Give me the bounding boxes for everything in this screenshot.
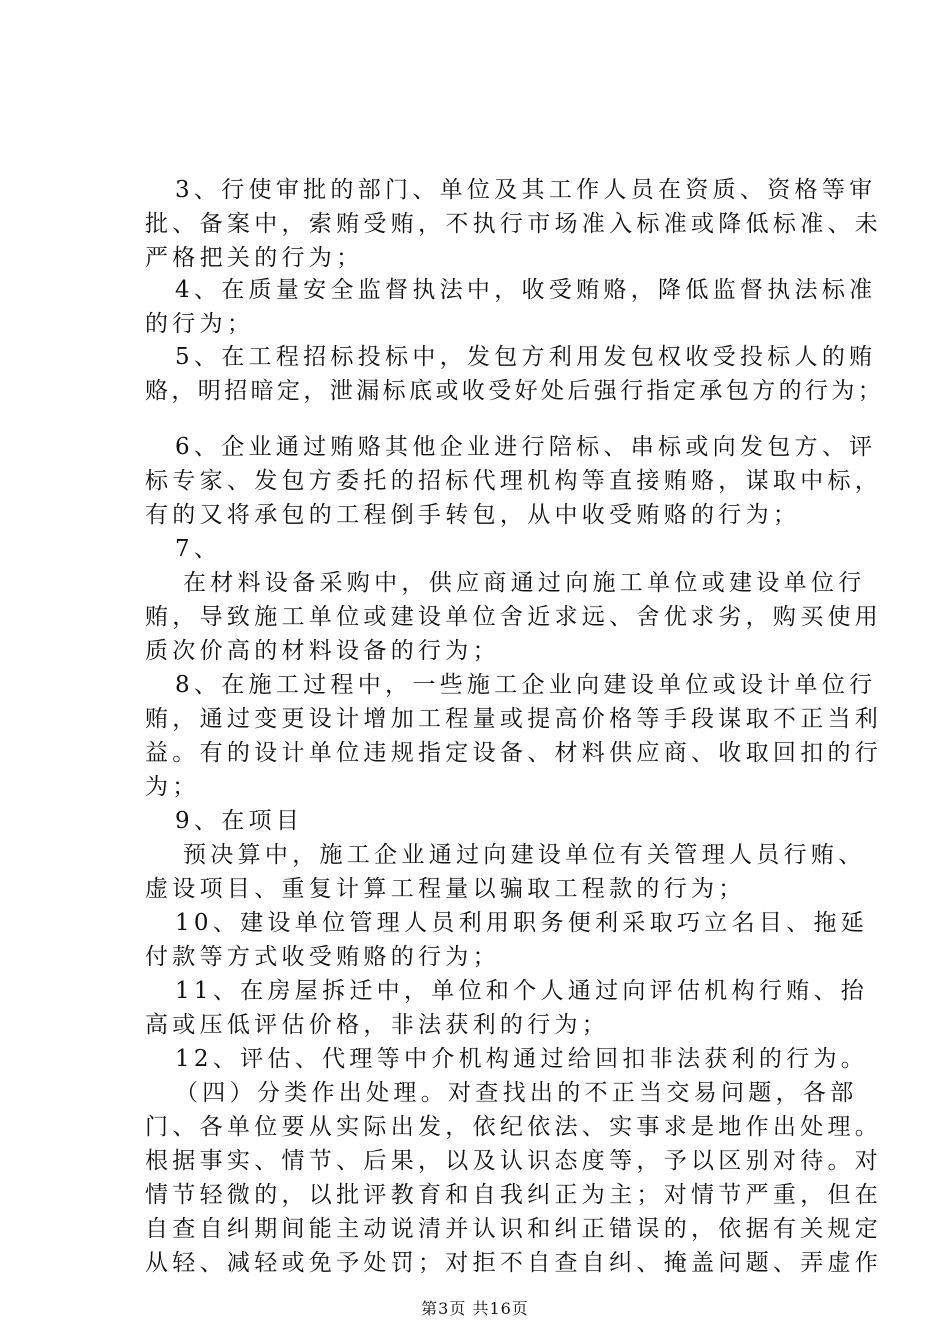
text-line: 门、各单位要从实际出发，依纪依法、实事求是地作出处理。 xyxy=(145,1114,883,1140)
text-line: 贿，导致施工单位或建设单位舍近求远、舍优求劣，购买使用 xyxy=(145,604,883,630)
page-number-footer: 第3页 共16页 xyxy=(421,1299,529,1318)
text-line: 虚设项目、重复计算工程量以骗取工程款的行为； xyxy=(145,876,746,902)
text-line: （四）分类作出处理。对查找出的不正当交易问题，各部 xyxy=(175,1080,858,1106)
text-line: 8、在施工过程中，一些施工企业向建设单位或设计单位行 xyxy=(175,672,877,698)
text-line: 严格把关的行为； xyxy=(145,245,364,271)
text-line: 预决算中，施工企业通过向建设单位有关管理人员行贿、 xyxy=(183,842,866,868)
text-line: 7、 xyxy=(175,536,222,562)
text-line: 根据事实、情节、后果，以及认识态度等，予以区别对待。对 xyxy=(145,1148,883,1174)
text-line: 付款等方式收受贿赂的行为； xyxy=(145,944,500,970)
text-line: 9、在项目 xyxy=(175,808,304,834)
text-line: 为； xyxy=(145,774,200,800)
text-line: 4、在质量安全监督执法中，收受贿赂，降低监督执法标准 xyxy=(175,277,877,303)
text-line: 有的又将承包的工程倒手转包，从中收受贿赂的行为； xyxy=(145,502,801,528)
text-line: 批、备案中，索贿受贿，不执行市场准入标准或降低标准、未 xyxy=(145,211,883,237)
text-line: 益。有的设计单位违规指定设备、材料供应商、收取回扣的行 xyxy=(145,740,883,766)
text-line: 12、评估、代理等中介机构通过给回扣非法获利的行为。 xyxy=(175,1046,869,1072)
text-line: 5、在工程招标投标中，发包方利用发包权收受投标人的贿 xyxy=(175,344,877,370)
text-line: 自查自纠期间能主动说清并认识和纠正错误的，依据有关规定 xyxy=(145,1216,883,1242)
text-line: 从轻、减轻或免予处罚；对拒不自查自纠、掩盖问题、弄虚作 xyxy=(145,1250,883,1276)
text-line: 的行为； xyxy=(145,311,255,337)
text-line: 贿，通过变更设计增加工程量或提高价格等手段谋取不正当利 xyxy=(145,706,883,732)
text-line: 标专家、发包方委托的招标代理机构等直接贿赂，谋取中标， xyxy=(145,468,883,494)
text-line: 赂，明招暗定，泄漏标底或收受好处后强行指定承包方的行为； xyxy=(145,378,885,404)
text-line: 质次价高的材料设备的行为； xyxy=(145,638,500,664)
text-line: 3、行使审批的部门、单位及其工作人员在资质、资格等审 xyxy=(175,177,877,203)
text-line: 11、在房屋拆迁中，单位和个人通过向评估机构行贿、抬 xyxy=(175,978,869,1004)
text-line: 10、建设单位管理人员利用职务便利采取巧立名目、拖延 xyxy=(175,910,869,936)
text-line: 情节轻微的，以批评教育和自我纠正为主；对情节严重，但在 xyxy=(145,1182,883,1208)
text-line: 高或压低评估价格，非法获利的行为； xyxy=(145,1012,610,1038)
text-line: 6、企业通过贿赂其他企业进行陪标、串标或向发包方、评 xyxy=(175,434,877,460)
text-line: 在材料设备采购中，供应商通过向施工单位或建设单位行 xyxy=(183,570,866,596)
